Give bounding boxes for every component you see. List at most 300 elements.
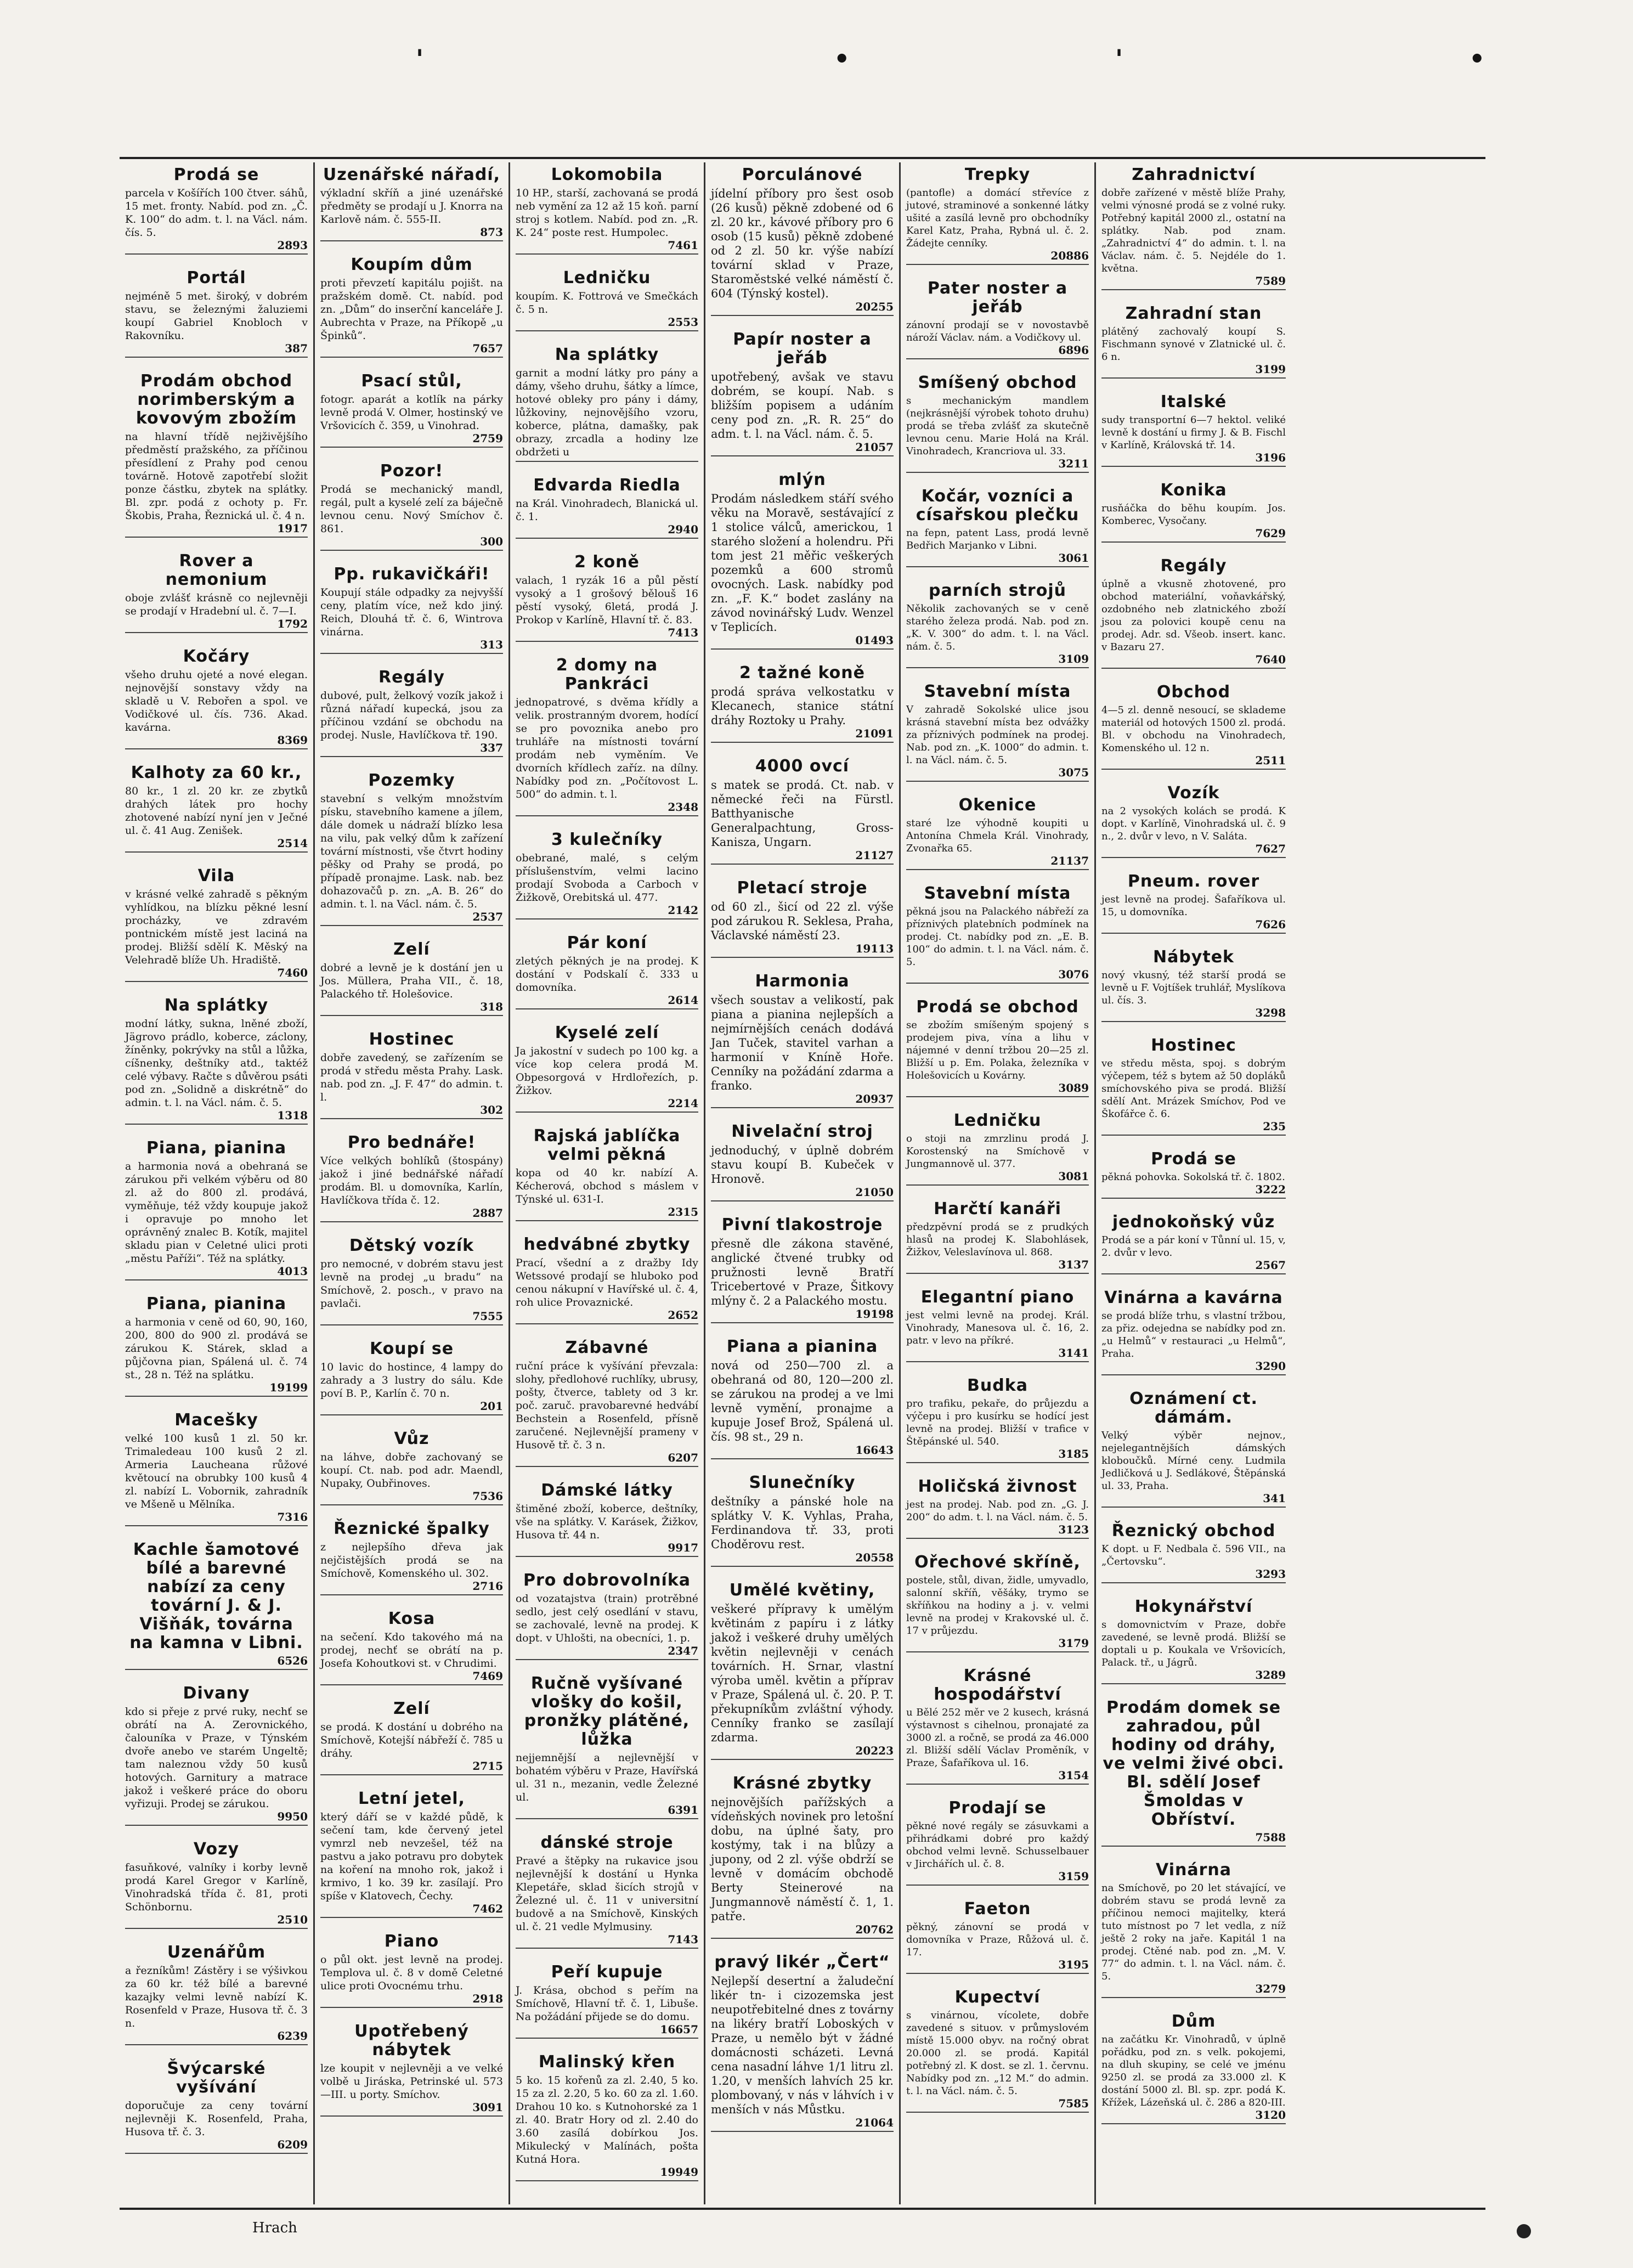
ad-text: jest velmi levně na prodej. Král. Vinohrady, Manesova ul. č. 16, 2. patr. v levo na příkré. (906, 1310, 1089, 1346)
ad-text: nejméně 5 met. široký, v dobrém stavu, se železnými žaluziemi koupí Gabriel Knobloch v Rakovníku. (125, 290, 308, 342)
punch-hole (1517, 2224, 1531, 2238)
ad-number: 21137 (1050, 854, 1089, 867)
classified-ad (1101, 1390, 1286, 1508)
classifieds-columns (120, 162, 1485, 2204)
ad-text: na fepn, patent Lass, prodá levně Bedřich Marjanko v Libni. (906, 527, 1089, 551)
ad-title: Portál (187, 268, 246, 287)
ad-number: 7460 (277, 966, 308, 979)
ad-number: 3222 (1255, 1183, 1286, 1196)
ad-number: 7143 (668, 1933, 698, 1946)
ad-text: plátěný zachovalý koupí S. Fischmann synové v Zlatnické ul. č. 6 n. (1101, 326, 1286, 363)
ad-text: s domovnictvím v Praze, dobře zavedené, se levně prodá. Bližší se doptali u p. Koukala ve Vršovicích, Palack. tř., u Jágrů. (1101, 1619, 1286, 1668)
ad-number: 21127 (855, 849, 894, 862)
ad-column (901, 162, 1096, 2204)
ad-text: se prodá blíže trhu, s vlastní tržbou, za přiz. odejedna se nabídky pod zn. „u Helmů“ v restauraci „u Helmů“, Praha. (1101, 1310, 1286, 1359)
ad-text: deštníky a pánské hole na splátky V. K. Vyhlas, Praha, Ferdinandova tř. 33, proti Choděrovu rest. (711, 1495, 894, 1551)
ad-text: všech soustav a velikostí, pak piana a pianina nejlepších a nejmírnějších cenách dodává Jan Tuček, stavitel varhan a harmonií v Kníně Hoře. Cenníky na požádání zdarma a franko. (711, 994, 894, 1092)
ad-number: 302 (480, 1103, 503, 1116)
classified-ad (125, 1295, 308, 1397)
ad-text: pěkná jsou na Palackého nábřeží za příznivých platebních podmínek na prodej. Ct. nabídky pod zn. „E. B. 100“ do admin. t. l. na Václ. nám. č. 5. (906, 906, 1089, 968)
ad-number: 20255 (855, 300, 894, 313)
ad-title: Pletací stroje (737, 878, 868, 898)
ad-number: 7469 (472, 1669, 503, 1683)
ad-title: Uzenářské nářadí, (323, 165, 501, 184)
classified-ad (711, 1474, 894, 1567)
classified-ad (125, 166, 308, 255)
ad-title: Zahradnictví (1132, 165, 1256, 184)
ad-number: 21057 (855, 441, 894, 454)
ad-text: postele, stůl, divan, židle, umyvadlo, salonní skříň, věšáky, trymo se skříňkou na hodiny a j. v. velmi levně na prodej v Krakovské ul. č. 17 v průjezdu. (906, 1575, 1089, 1637)
ad-number: 3290 (1255, 1359, 1286, 1373)
classified-ad (320, 565, 503, 654)
ad-text: na Smíchově, po 20 let stávající, ve dobrém stavu se prodá levně za příčinou nemoci majitelky, která tuto místnost po 7 let vedla, z níž ještě 2 roky na jaře. Kapitál 1 na prodej. Ctěné nab. pod zn. „M. V. 77“ do admin. t. l. na Václ. nám. č. 5. (1101, 1882, 1286, 1982)
ad-text: obebrané, malé, s celým příslušenstvím, velmi lacino prodají Svoboda a Carboch v Žižkově, Orebitská ul. 477. (516, 852, 698, 904)
classified-ad (1101, 2012, 1286, 2124)
ad-text: dobře zavedený, se zařízením se prodá v středu města Prahy. Lask. nab. pod zn. „J. F. 47“ do admin. t. l. (320, 1052, 503, 1103)
ad-text: garnit a modní látky pro pány a dámy, všeho druhu, šátky a límce, hotové obleky pro pány i dámy, lůžkoviny, nejnovějšího vzoru, koberce, plátna, damašky, pak obrazy, zrcadla a hodiny lze obdržeti u (516, 367, 698, 458)
ad-text: parcela v Košířích 100 čtver. sáhů, 15 met. fronty. Nabíd. pod zn. „Č. K. 100“ do adm. t. l. na Václ. nám. čís. 5. (125, 187, 308, 239)
ad-title: Pozemky (368, 771, 455, 790)
classified-ad (906, 1376, 1089, 1463)
ad-title: Vila (197, 866, 235, 885)
classified-ad (125, 1840, 308, 1929)
ad-title: Pro dobrovolníka (523, 1571, 691, 1590)
ad-number: 3091 (472, 2101, 503, 2114)
ad-title: parních strojů (929, 581, 1066, 600)
classified-ad (125, 2060, 308, 2154)
classified-ad (516, 1127, 698, 1221)
classified-ad (320, 462, 503, 551)
ad-number: 3195 (1058, 1958, 1089, 1971)
classified-ad (125, 372, 308, 538)
ad-number: 7555 (472, 1310, 503, 1323)
classified-ad (1101, 1289, 1286, 1375)
ad-number: 20762 (855, 1923, 894, 1936)
ad-text: pěkná pohovka. Sokolská tř. č. 1802. (1101, 1171, 1285, 1183)
ad-text: Prací, všední a z dražby Idy Wetssové prodají se hluboko pod cenou nákupní v Havířské ul. č. 4, roh ulice Provaznické. (516, 1257, 698, 1308)
ad-text: 80 kr., 1 zl. 20 kr. ze zbytků drahých látek pro hochy zhotovené nabízí nyní jen v Ječné ul. č. 41 Aug. Zenišek. (125, 785, 308, 837)
ad-title: Vůz (394, 1429, 430, 1448)
ad-text: jídelní příbory pro šest osob (26 kusů) pěkně zdobené od 6 zl. 20 kr., kávové příbory pro 6 osob (15 kusů) pěkně zdobené od 2 zl. 50 kr. výše nabízí tovární sklad v Praze, Staroměstské velké náměstí č. 604 (Týnský kostel). (711, 187, 894, 300)
ad-number: 3089 (1058, 1081, 1089, 1094)
ad-number: 7588 (1255, 1831, 1286, 1844)
ad-text: Několik zachovaných se v ceně starého železa prodá. Nab. pod zn. „K. V. 300“ do adm. t. l. na Václ. nám. č. 5. (906, 603, 1089, 652)
classified-ad (320, 1790, 503, 1918)
classifieds-frame (120, 157, 1485, 2210)
ad-number: 235 (1263, 1120, 1286, 1133)
ad-number: 2214 (668, 1097, 698, 1110)
ad-title: Prodá se (173, 165, 259, 184)
ad-title: Uzenářům (167, 1943, 266, 1962)
classified-ad (1101, 948, 1286, 1022)
ad-title: Pár koní (567, 933, 647, 952)
ad-title: Divany (183, 1684, 250, 1703)
ad-title: Slunečníky (749, 1473, 856, 1492)
ad-title: Elegantní piano (920, 1288, 1075, 1307)
classified-ad (320, 1520, 503, 1595)
ad-text: fotogr. aparát a kotlík na párky levně prodá V. Olmer, hostinský ve Vršovicích č. 359, u Vinohrad. (320, 393, 503, 432)
ad-number: 2315 (668, 1205, 698, 1218)
ad-text: přesně dle zákona stavěné, anglické čtvené trubky od pružnosti levně Bratří Tricebertové v Praze, Šitkovy mlýny č. 2 a Palackého mostu. (711, 1237, 894, 1307)
ad-title: Piana, pianina (146, 1138, 287, 1158)
classified-ad (906, 374, 1089, 473)
ad-text: všeho druhu ojeté a nové elegan. nejnovější sonstavy vždy na skladě u V. Rebořen a spol. ve Vodičkové ul. čís. 736. Akad. kavárna. (125, 669, 308, 734)
ad-text: lze koupit v nejlevněji a ve velké volbě u Jiráska, Petrinské ul. 573—III. u porty. Smíchov. (320, 2062, 503, 2101)
ad-title: Rover a nemonium (165, 551, 268, 589)
ad-title: Kalhoty za 60 kr., (131, 763, 302, 782)
ad-title: Piana, pianina (146, 1294, 287, 1313)
ad-text: proti převzetí kapitálu pojišt. na pražském domě. Ct. nabíd. pod zn. „Dům“ do inserční kanceláře J. Aubrechta v Praze, na Příkopě „u Špinků“. (320, 277, 503, 342)
ad-text: dubové, pult, želkový vozík jakož i různá nářadí kupecká, jsou za příčinou vzdání se obchodu na prodej. Nusle, Havlíčkova tř. 190. (320, 690, 503, 741)
ad-title: Letní jetel, (358, 1789, 465, 1808)
classified-ad (1101, 1213, 1286, 1274)
ad-number: 3159 (1058, 1870, 1089, 1883)
ad-text: Ja jakostní v sudech po 100 kg. a více kop celera prodá M. Obpesorgová v Hrdlořezích, p. Žižkov. (516, 1045, 698, 1097)
ad-number: 1318 (277, 1109, 308, 1122)
ad-title: Pivní tlakostroje (721, 1215, 883, 1234)
ad-text: který dáří se v každé půdě, k sečení tam, kde červený jetel vymrzl neb nevzešel, též na pastvu a jako potravu pro dobytek na koření na mnoho rok, jakož i krmivo, 1 ko. 39 kr. zasílají. Pro spíše v Klatovech, Čechy. (320, 1811, 503, 1902)
ad-number: 3179 (1058, 1637, 1089, 1650)
ad-title: Nivelační stroj (731, 1122, 873, 1141)
classified-ad (711, 1774, 894, 1939)
ad-number: 7640 (1255, 653, 1286, 666)
ad-title: Stavební místa (924, 682, 1071, 701)
classified-ad (711, 1122, 894, 1201)
ad-number: 313 (480, 638, 503, 651)
ad-number: 3279 (1255, 1982, 1286, 1995)
classified-ad (516, 1833, 698, 1949)
ad-text: jednopatrové, s dvěma křídly a velik. prostranným dvorem, hodící se pro povoznika anebo pro truhláře na místnosti tovární prodám neb vyměním. Ve dvorních křídlech zaříz. na dílny. Nabídky pod zn. „Počítovost L. 500“ do admin. t. l. (516, 696, 698, 800)
ad-title: Prodá se (1151, 1149, 1236, 1169)
ad-text: jest levně na prodej. Šafaříkova ul. 15, u domovníka. (1101, 894, 1286, 918)
ad-title: Vinárna (1156, 1860, 1231, 1880)
classified-ad (320, 940, 503, 1016)
classified-ad (711, 972, 894, 1108)
ad-title: Ručně vyšívané vlošky do košil, pronžky plátěné, lůžka (524, 1674, 690, 1749)
ad-number: 6526 (277, 1654, 308, 1667)
ad-title: Zelí (393, 940, 430, 959)
ad-number: 7657 (472, 342, 503, 355)
ad-text: od vozatajstva (train) protrěbné sedlo, jest celý osedlání v stavu, se zachovalé, levně na prodej. K dopt. v Uhlošti, na obecníci, 1. p. (516, 1593, 698, 1644)
classified-ad (906, 582, 1089, 668)
classified-ad (906, 1900, 1089, 1974)
classified-ad (1101, 1598, 1286, 1684)
ad-number: 3081 (1058, 1170, 1089, 1183)
ad-title: Prodám obchod norimberským a kovovým zbožím (135, 371, 297, 428)
ad-text: od 60 zl., šicí od 22 zl. výše pod zárukou R. Seklesa, Praha, Václavské náměstí 23. (711, 900, 894, 942)
ad-title: Hokynářství (1134, 1597, 1253, 1616)
ad-text: pro trafiku, pekaře, do průjezdu a výčepu i pro kusírku se hodící jest levně na prodej. Bližší v trafice v Štěpánské ul. 540. (906, 1398, 1089, 1447)
ad-title: Vozy (193, 1840, 240, 1859)
ad-title: Hostinec (1151, 1036, 1236, 1055)
ad-text: u Bělé 252 měr ve 2 kusech, krásná výstavnost s cihelnou, pronajaté za 3000 zl. a ročně, se prodá za 46.000 zl. Bližší sdělí Václav Proměník, v Praze, Šafaříkova ul. 16. (906, 1707, 1089, 1769)
ad-title: Pozor! (380, 461, 444, 481)
ad-title: Hostinec (369, 1030, 455, 1049)
ad-text: prodá správa velkostatku v Klecanech, stanice státní dráhy Roztoky u Prahy. (711, 685, 894, 727)
ad-number: 318 (480, 1000, 503, 1013)
ad-text: ve středu města, spoj. s dobrým výčepem, též s bytem až 50 dopláků smíchovského piva se prodá. Bližší sdělí Ant. Mrázek Smíchov, Pod ve Škofářce č. 6. (1101, 1058, 1286, 1120)
classified-ad (320, 1932, 503, 2008)
ad-title: Dámské látky (541, 1481, 673, 1500)
ad-title: Pneum. rover (1127, 872, 1260, 891)
ad-number: 2347 (668, 1644, 698, 1657)
ad-number: 21091 (855, 727, 894, 740)
ad-title: Zahradní stan (1125, 304, 1262, 323)
corner-mark: ' (1115, 44, 1123, 74)
ad-text: 10 HP., starší, zachovaná se prodá neb vymění za 12 až 15 koň. parní stroj s kotlem. Nabíd. pod zn. „R. K. 24“ poste rest. Humpolec. (516, 187, 698, 239)
classified-ad (320, 2022, 503, 2117)
classified-ad (906, 682, 1089, 782)
ad-number: 6209 (277, 2138, 308, 2151)
classified-ad (320, 1030, 503, 1119)
ad-text: na Král. Vinohradech, Blanická ul. č. 1. (516, 498, 698, 523)
classified-ad (711, 1338, 894, 1459)
ad-text: pro nemocné, v dobrém stavu jest levně na prodej „u bradu“ na Smíchově, 2. posch., v pravo na pavlači. (320, 1258, 503, 1310)
ad-number: 7585 (1058, 2097, 1089, 2110)
ad-title: Italské (1160, 392, 1227, 411)
ad-number: 7626 (1255, 918, 1286, 931)
ad-number: 387 (285, 342, 308, 355)
ad-number: 3293 (1255, 1567, 1286, 1581)
ad-text: K dopt. u F. Nedbala č. 596 VII., na „Čertovsku“. (1101, 1543, 1286, 1567)
ad-number: 20937 (855, 1092, 894, 1105)
ad-title: Kyselé zelí (555, 1023, 659, 1042)
classified-ad (320, 1237, 503, 1325)
ad-title: Krásné zbytky (732, 1774, 872, 1793)
ad-title: dánské stroje (540, 1833, 674, 1852)
classified-ad (906, 1553, 1089, 1652)
classified-ad (516, 346, 698, 462)
classified-ad (711, 1953, 894, 2132)
ad-title: Psací stůl, (361, 371, 462, 391)
ad-text: Prodá se mechanický mandl, regál, pult a kyselé zelí za báječně levnou cenu. Nový Smíchov č. 861. (320, 483, 503, 535)
classified-ad (906, 884, 1089, 984)
ad-number: 341 (1263, 1492, 1286, 1505)
ad-text: na láhve, dobře zachovaný se koupí. Ct. nab. pod adr. Maendl, Nupaky, Oubřinoves. (320, 1451, 503, 1490)
ad-title: Budka (967, 1376, 1028, 1395)
ad-text: nejjemnější a nejlevnější v bohatém výběru v Praze, Havířská ul. 31 n., mezanin, vedle Železné ul. (516, 1752, 698, 1803)
ad-number: 19198 (855, 1307, 894, 1321)
ad-title: pravý likér „Čert“ (714, 1953, 890, 1972)
ad-column (1096, 162, 1291, 2204)
ad-text: kdo si přeje z prvé ruky, nechť se obrátí na A. Zerovnického, čalouníka v Praze, v Týnském dvoře anebo ve starém Ungeltě; tam naleznou vždy 50 kusů hotových. Garnitury a matrace jakož i veškeré práce do oboru vyřizuji. Prodej se zárukou. (125, 1706, 308, 1810)
classified-ad (320, 1340, 503, 1415)
ad-text: nejnovějších pařížských a vídeňských novinek pro letošní dobu, na úplné šaty, pro kostýmy, tak i na blůzy a jupony, od 2 zl. výše obdrží se levně v domácím obchodě Berty Steinerové na Jungmannově náměstí č. 1, 1. patře. (711, 1796, 894, 1923)
classified-ad (320, 372, 503, 448)
ad-number: 3199 (1255, 363, 1286, 376)
ad-title: Okenice (958, 796, 1037, 815)
ad-title: Malinský křen (538, 2052, 676, 2072)
classified-ad (1101, 784, 1286, 858)
ad-text: velké 100 kusů 1 zl. 50 kr. Trimaledeau 100 kusů 2 zl. Armeria Laucheana růžové květoucí na obrubky 100 kusů 4 zl. nabízí L. Vobornik, zahradník ve Mšeně u Mělníka. (125, 1432, 308, 1510)
ad-number: 21050 (855, 1186, 894, 1199)
ad-title: hedvábné zbytky (523, 1235, 691, 1254)
ad-title: Koupím dům (351, 255, 473, 274)
ad-number: 201 (480, 1400, 503, 1413)
ad-title: Regály (1160, 556, 1227, 576)
ad-title: Ledničku (563, 268, 651, 287)
classified-ad (125, 764, 308, 853)
classified-ad (711, 1581, 894, 1760)
ad-title: 4000 ovcí (755, 757, 850, 776)
ad-text: předzpěvní prodá se z prudkých hlasů na prodej K. Slabohlásek, Žižkov, Veleslavínova ul. 868. (906, 1221, 1089, 1258)
corner-mark: • (1469, 44, 1485, 74)
ad-number: 2553 (668, 315, 698, 329)
ad-number: 9950 (277, 1810, 308, 1823)
ad-title: Švýcarské vyšívání (167, 2059, 266, 2097)
ad-column (705, 162, 901, 2204)
ad-text: na sečení. Kdo takového má na prodej, nechť se obrátí na p. Josefa Kohoutkovi st. v Chrudimi. (320, 1631, 503, 1669)
ad-title: 3 kulečníky (551, 830, 663, 849)
ad-number: 6207 (668, 1451, 698, 1464)
ad-number: 8369 (277, 734, 308, 747)
ad-title: Ořechové skříně, (914, 1553, 1081, 1572)
ad-text: zánovní prodají se v novostavbě nároží Václav. nám. a Vodičkovy ul. (906, 319, 1089, 343)
ad-text: 10 lavic do hostince, 4 lampy do zahrady a 3 lustry do sálu. Kde poví B. P., Karlín č. 70 n. (320, 1361, 503, 1400)
classified-ad (1101, 393, 1286, 467)
ad-text: ruční práce k vyšívání převzala: slohy, předlohové ruchlíky, ubrusy, pošty, čtverce, tablety od 3 kr. poč. zaruč. pravobarevné hedvábí Bechstein a Rosenfeld, přísně zaručené. Nejlevnější prameny v Husově tř. č. 3 n. (516, 1360, 698, 1451)
ad-title: Lokomobila (551, 165, 663, 184)
ad-title: Harčtí kanáři (934, 1199, 1061, 1218)
classified-ad (906, 1200, 1089, 1274)
ad-number: 3196 (1255, 451, 1286, 464)
classified-ad (320, 771, 503, 926)
ad-title: mlýn (778, 470, 826, 489)
ad-number: 7413 (668, 626, 698, 639)
ad-number: 2918 (472, 1992, 503, 2005)
ad-text: Pravé a štěpky na rukavice jsou nejlevnější k dostání u Hynka Klepetáře, sklad šicích strojů v Železné ul. č. 11 v universitní budově a na Smíchově, Kinských ul. č. 21 vedle Mylmusiny. (516, 1855, 698, 1933)
ad-number: 2940 (668, 523, 698, 536)
ad-text: koupím. K. Fottrová ve Smečkách č. 5 n. (516, 290, 698, 315)
ad-number: 01493 (855, 634, 894, 647)
ad-number: 16657 (660, 2023, 698, 2036)
classified-ad (320, 668, 503, 757)
classified-ad (125, 1943, 308, 2045)
classified-ad (320, 256, 503, 358)
classified-ad (906, 796, 1089, 870)
ad-number: 3061 (1058, 551, 1089, 565)
ad-text: a harmonia v ceně od 60, 90, 160, 200, 800 do 900 zl. prodává se zárukou K. Stárek, sklad a půjčovna pian, Spálená ul. č. 74 st., 28 n. Též na splátku. (125, 1316, 308, 1381)
classified-ad (516, 553, 698, 642)
ad-text: V zahradě Sokolské ulice jsou krásná stavební místa bez odvážky za příznivých podmínek na prodej. Nab. pod zn. „K. 1000“ do admin. t. l. na Václ. nám. č. 5. (906, 704, 1089, 766)
ad-title: Ledničku (953, 1111, 1042, 1130)
ad-text: oboje zvlášť krásně co nejlevněji se prodají v Hradební ul. č. 7—I. (125, 592, 308, 617)
classified-ad (711, 879, 894, 958)
classified-ad (516, 1674, 698, 1819)
ad-number: 3120 (1255, 2108, 1286, 2122)
ad-title: Zelí (393, 1699, 430, 1718)
classified-ad (906, 279, 1089, 359)
classified-ad (320, 1430, 503, 1505)
ad-number: 3137 (1058, 1258, 1089, 1271)
ad-number: 2715 (472, 1759, 503, 1773)
ad-title: Dětský vozík (349, 1236, 474, 1255)
classified-ad (125, 1139, 308, 1280)
ad-text: kopa od 40 kr. nabízí A. Kécherová, obchod s máslem v Týnské ul. 631-I. (516, 1167, 698, 1205)
ad-number: 4013 (277, 1265, 308, 1278)
ad-number: 3185 (1058, 1447, 1089, 1460)
corner-mark: ' (416, 44, 424, 74)
classified-ad (125, 867, 308, 982)
classified-ad (516, 1024, 698, 1113)
classified-ad (516, 269, 698, 331)
classified-ad (1101, 683, 1286, 770)
classified-ad (516, 2053, 698, 2181)
classified-ad (320, 1700, 503, 1775)
ad-text: J. Krása, obchod s peřím na Smíchově, Hlavní tř. č. 1, Libuše. Na požádání přijede se do domu. (516, 1984, 698, 2023)
classified-ad (711, 1216, 894, 1323)
ad-title: Na splátky (555, 345, 659, 364)
classified-ad (906, 166, 1089, 265)
ad-number: 3154 (1058, 1769, 1089, 1782)
classified-ad (1101, 1036, 1286, 1136)
classified-ad (320, 166, 503, 241)
classified-ad (516, 934, 698, 1009)
classified-ad (516, 166, 698, 255)
ad-text: jednoduchý, v úplně dobrém stavu koupí B. Kubeček v Hronově. (711, 1144, 894, 1186)
ad-title: Piano (384, 1932, 439, 1951)
ad-number: 6239 (277, 2029, 308, 2043)
ad-number: 2887 (472, 1206, 503, 1220)
ad-text: výkladní skříň a jiné uzenářské předměty se prodají u J. Knorra na Karlově nám. č. 555-II. (320, 187, 504, 225)
ad-text: Velký výběr nejnov., nejelegantnějších dámských kloboučků. Mírné ceny. Ludmila Jedličková u J. Sedlákové, Štěpánská ul. 33, Praha. (1101, 1430, 1286, 1492)
ad-number: 3298 (1255, 1006, 1286, 1019)
classified-ad (1101, 1522, 1286, 1583)
classified-ad (906, 1988, 1089, 2113)
ad-number: 2142 (668, 904, 698, 917)
printer-signature: Hrach (252, 2220, 297, 2236)
ad-number: 20558 (855, 1551, 894, 1564)
classified-ad (906, 1477, 1089, 1539)
classified-ad (516, 831, 698, 919)
ad-number: 2348 (668, 800, 698, 814)
ad-text: jest na prodej. Nab. pod zn. „G. J. 200“ do adm. t. l. na Václ. nám. č. 5. (906, 1499, 1089, 1523)
ad-number: 2716 (472, 1579, 503, 1593)
ad-number: 19949 (660, 2165, 698, 2179)
ad-title: Prodají se (948, 1798, 1047, 1818)
classified-ad (125, 647, 308, 749)
classified-ad (320, 1133, 503, 1222)
ad-text: stavební s velkým množstvím písku, stavebního kamene a jílem, dále domek u nádraží blízko lesa na vilu, pak velký dům k zařízení tovární místnosti, vše čtvrt hodiny pěšky od Prahy se prodá, po případě pronajme. Lask. nab. bez dohazovačů p. zn. „A. B. 26“ do admin. t. l. na Václ. nám. č. 5. (320, 793, 503, 910)
ad-text: Koupují stále odpadky za nejvyšší ceny, platím více, než kdo jiný. Reich, Dlouhá tř. č. 6, Wintrova vinárna. (320, 586, 503, 638)
ad-title: Porculánové (742, 165, 863, 184)
ad-title: Kočár, vozníci a císařskou plečku (916, 487, 1080, 524)
classified-ad (1101, 1699, 1286, 1847)
ad-text: Nejlepší desertní a žaludeční likér tn- i cizozemska jest neupotřebitelné dnes z továrny na likéry bratří Loboských v Praze, u nemělo být v žádné domácnosti scházeti. Levná cena nasadní láhve 1/1 litru zl. 1.20, v menších lahvích 25 kr. plombovaný, v nás v láhvích i v menších v nás Můstku. (711, 1974, 894, 2116)
ad-text: Více velkých bohlíků (štospány) jakož i jiné bednářské nářadí prodám. Bl. u domovníka, Karlín, Havlíčkova třída č. 12. (320, 1155, 503, 1206)
ad-text: pěkné nové regály se zásuvkami a přihrádkami dobré pro každý obchod velmi levně. Schusselbauer v Jirchářích ul. č. 8. (906, 1820, 1089, 1870)
ad-text: dobře zařízené v městě blíže Prahy, velmi výnosné prodá se z volné ruky. Potřebný kapitál 2000 zl., ostatní na splátky. Nab. pod znam. „Zahradnictví 4“ do admin. t. l. na Václav. nám. č. 5. Nejdéle do 1. května. (1101, 187, 1286, 274)
ad-text: zletých pěkných je na prodej. K dostání v Podskalí č. 333 u domovníka. (516, 955, 698, 994)
classified-ad (1101, 557, 1286, 669)
classified-ad (1101, 304, 1286, 379)
ad-text: štiměné zboží, koberce, deštníky, vše na splátky. V. Karásek, Žižkov, Husova tř. 44 n. (516, 1503, 698, 1541)
ad-title: Trepky (964, 165, 1031, 184)
ad-number: 6391 (668, 1803, 698, 1816)
ad-title: Koupí se (369, 1339, 454, 1358)
classified-ad (906, 1112, 1089, 1186)
ad-number: 3289 (1255, 1668, 1286, 1682)
ad-text: s mechanickým mandlem (nejkrásnější výrobek tohoto druhu) prodá se třeba zvlášť za skutečně levnou cenu. Marie Holá na Král. Vinohradech, Krancriova ul. 33. (906, 395, 1089, 457)
ad-number: 2567 (1255, 1259, 1286, 1272)
ad-text: fasuňkové, valníky i korby levně prodá Karel Gregor v Karlíně, Vinohradská třída č. 81, proti Schönbornu. (125, 1861, 308, 1913)
ad-title: Nábytek (1152, 947, 1235, 967)
ad-number: 7589 (1255, 274, 1286, 287)
ad-number: 2510 (277, 1913, 308, 1926)
ad-text: modní látky, sukna, lněné zboží, Jägrovo prádlo, koberce, záclony, žíněnky, pokrývky na stůl a lůžka, cíšnenky, deštníky atd., taktéž celé výbavy. Račte s důvěrou psáti pod zn. „Solidně a diskrétně“ do admin. t. l. na Václ. nám. č. 5. (125, 1018, 308, 1109)
ad-number: 1917 (277, 522, 308, 535)
ad-title: Vozík (1167, 783, 1220, 803)
